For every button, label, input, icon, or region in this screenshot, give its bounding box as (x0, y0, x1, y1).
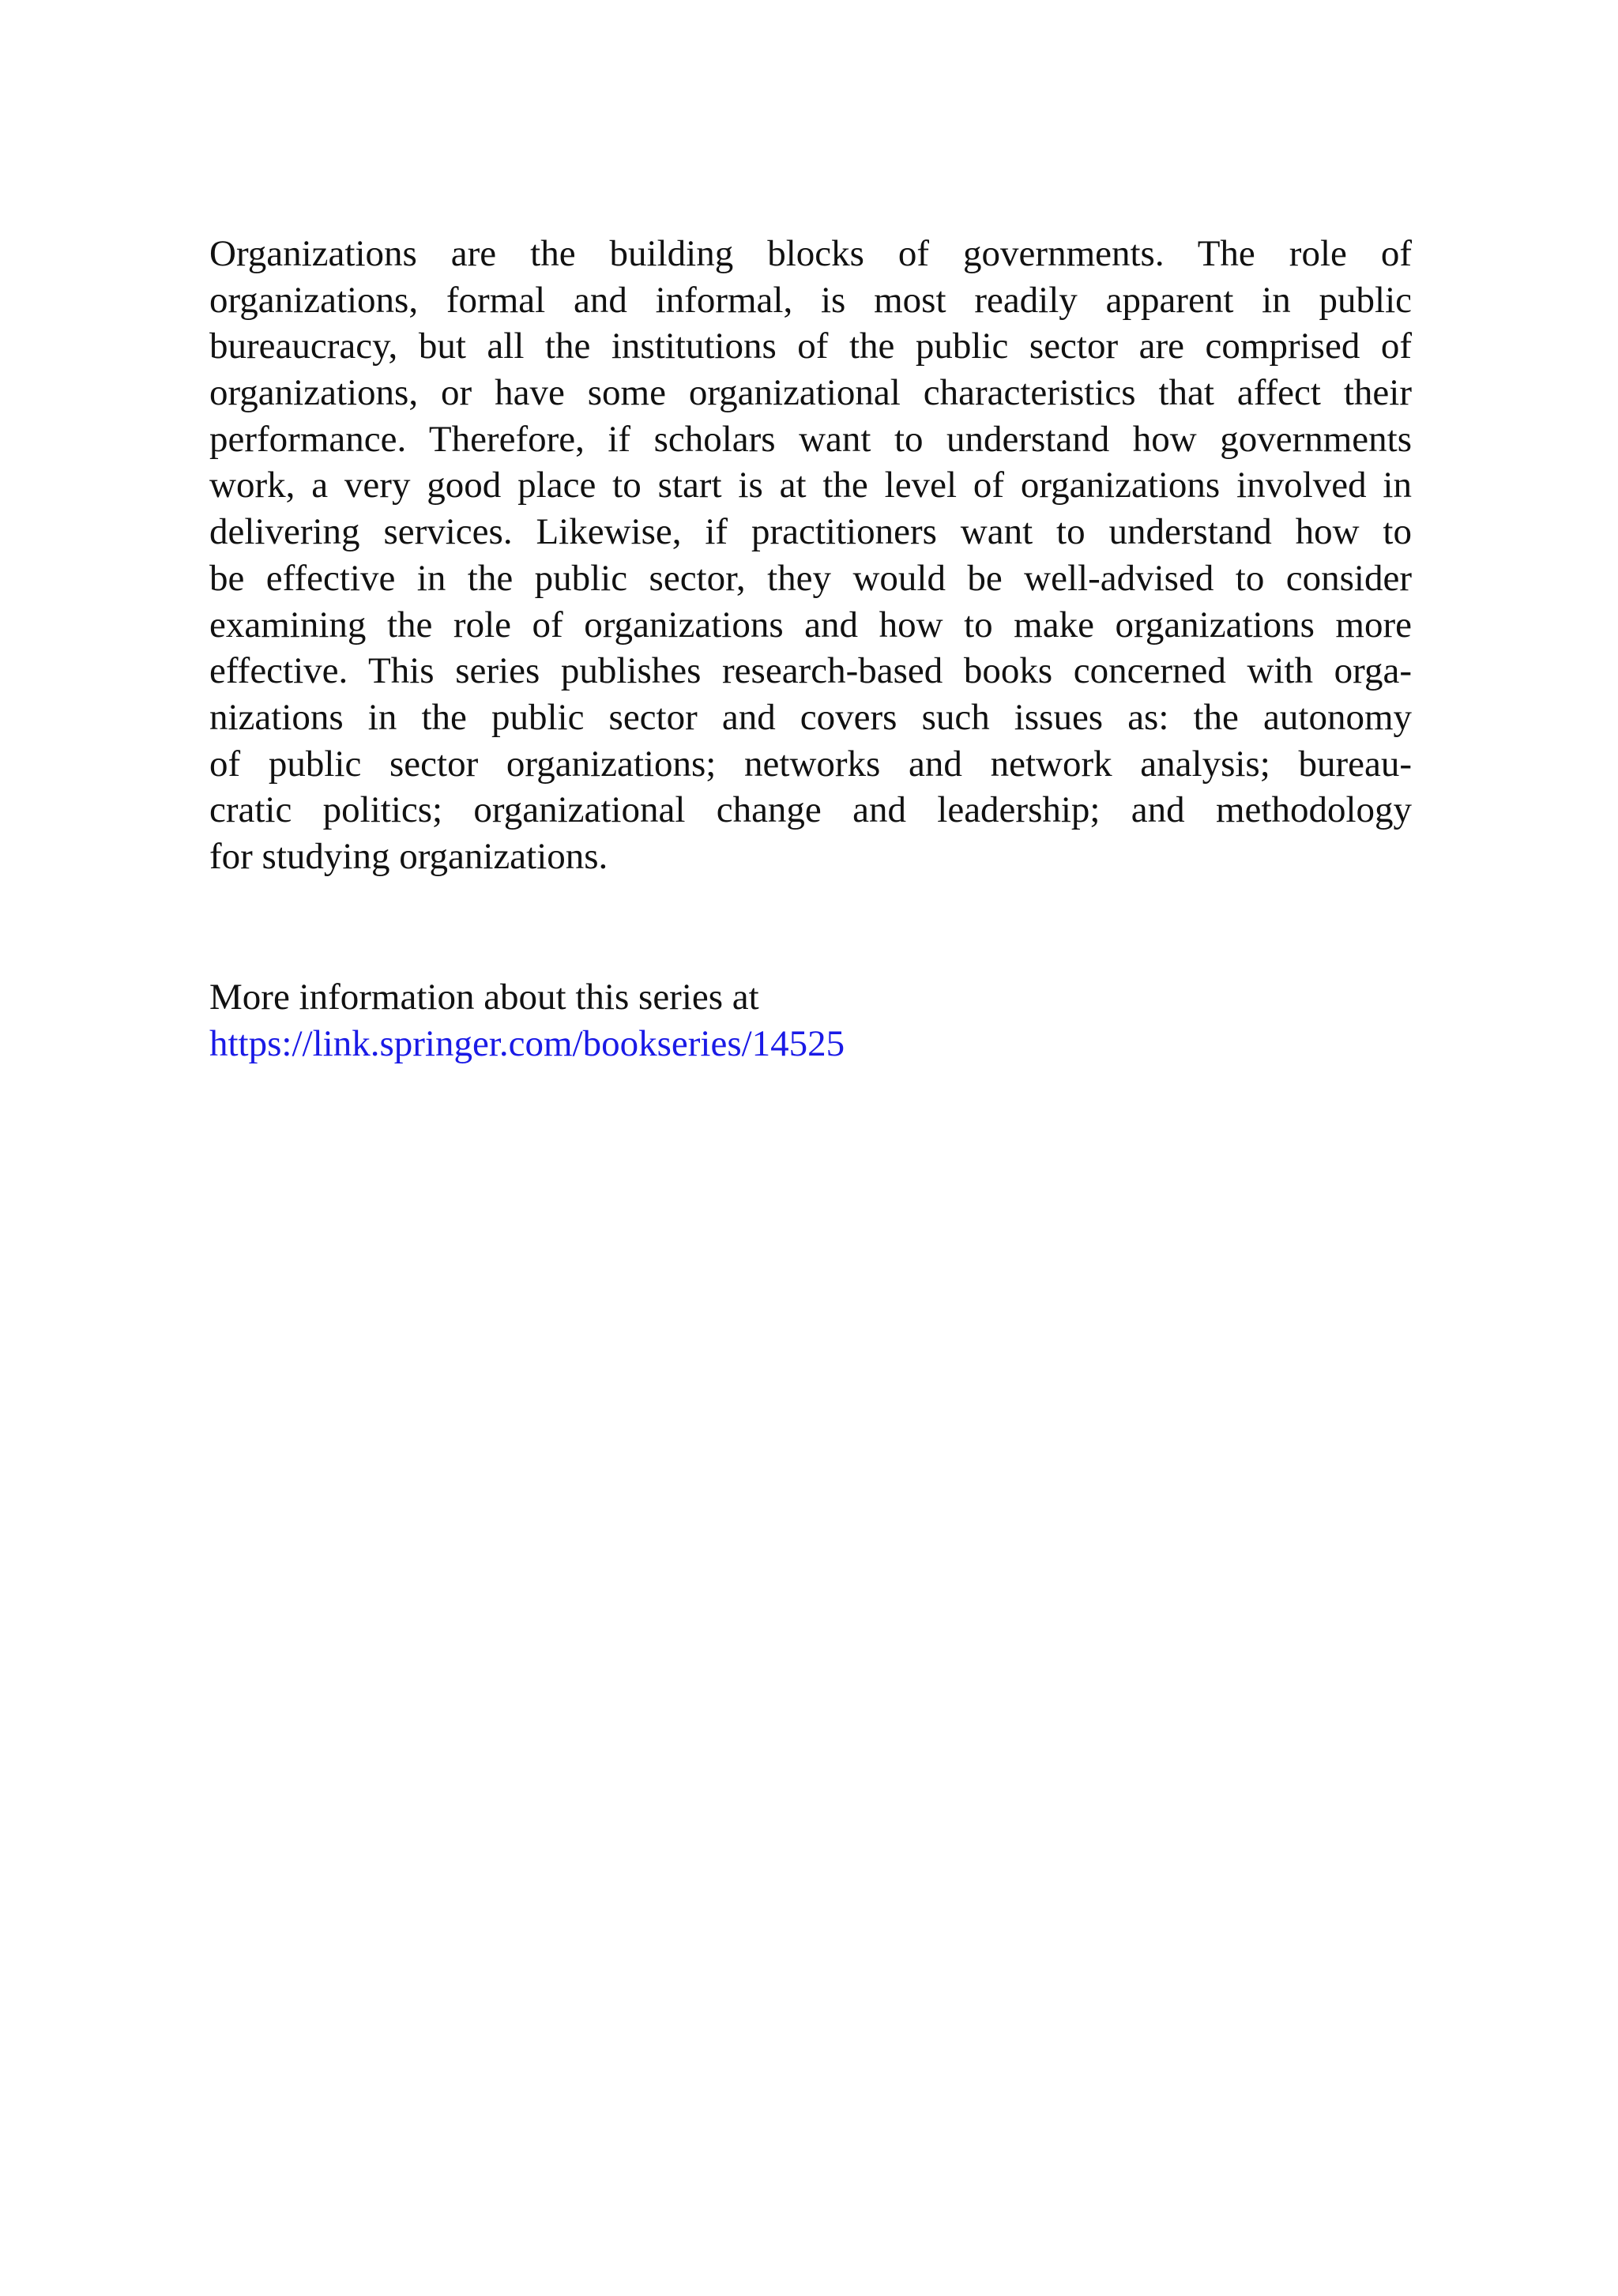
description-line: be effective in the public sector, they would be well-advised to consider (209, 557, 1412, 599)
description-line: effective. This series publishes research-based books concerned with orga- (209, 650, 1412, 692)
series-description (209, 231, 1412, 880)
description-line: work, a very good place to start is at the level of organizations involved in (209, 465, 1412, 506)
description-line: organizations, formal and informal, is most readily apparent in public (209, 279, 1412, 321)
more-info-label: More information about this series at (209, 977, 759, 1018)
description-line: performance. Therefore, if scholars want to understand how governments (209, 418, 1412, 460)
series-link[interactable]: https://link.springer.com/bookseries/14525 (209, 1022, 845, 1064)
description-line: organizations, or have some organizational characteristics that affect their (209, 372, 1412, 414)
description-line: nizations in the public sector and covers such issues as: the autonomy (209, 696, 1412, 738)
description-line: bureaucracy, but all the institutions of the public sector are comprised of (209, 326, 1412, 367)
description-line: delivering services. Likewise, if practitioners want to understand how to (209, 511, 1412, 553)
description-line: examining the role of organizations and how to make organizations more (209, 604, 1412, 646)
description-line: Organizations are the building blocks of governments. The role of (209, 233, 1412, 274)
description-line: cratic politics; organizational change and leadership; and methodology (209, 789, 1412, 831)
description-line: of public sector organizations; networks and network analysis; bureau- (209, 743, 1412, 785)
more-info-block (209, 974, 845, 1067)
description-line: for studying organizations. (209, 835, 608, 877)
